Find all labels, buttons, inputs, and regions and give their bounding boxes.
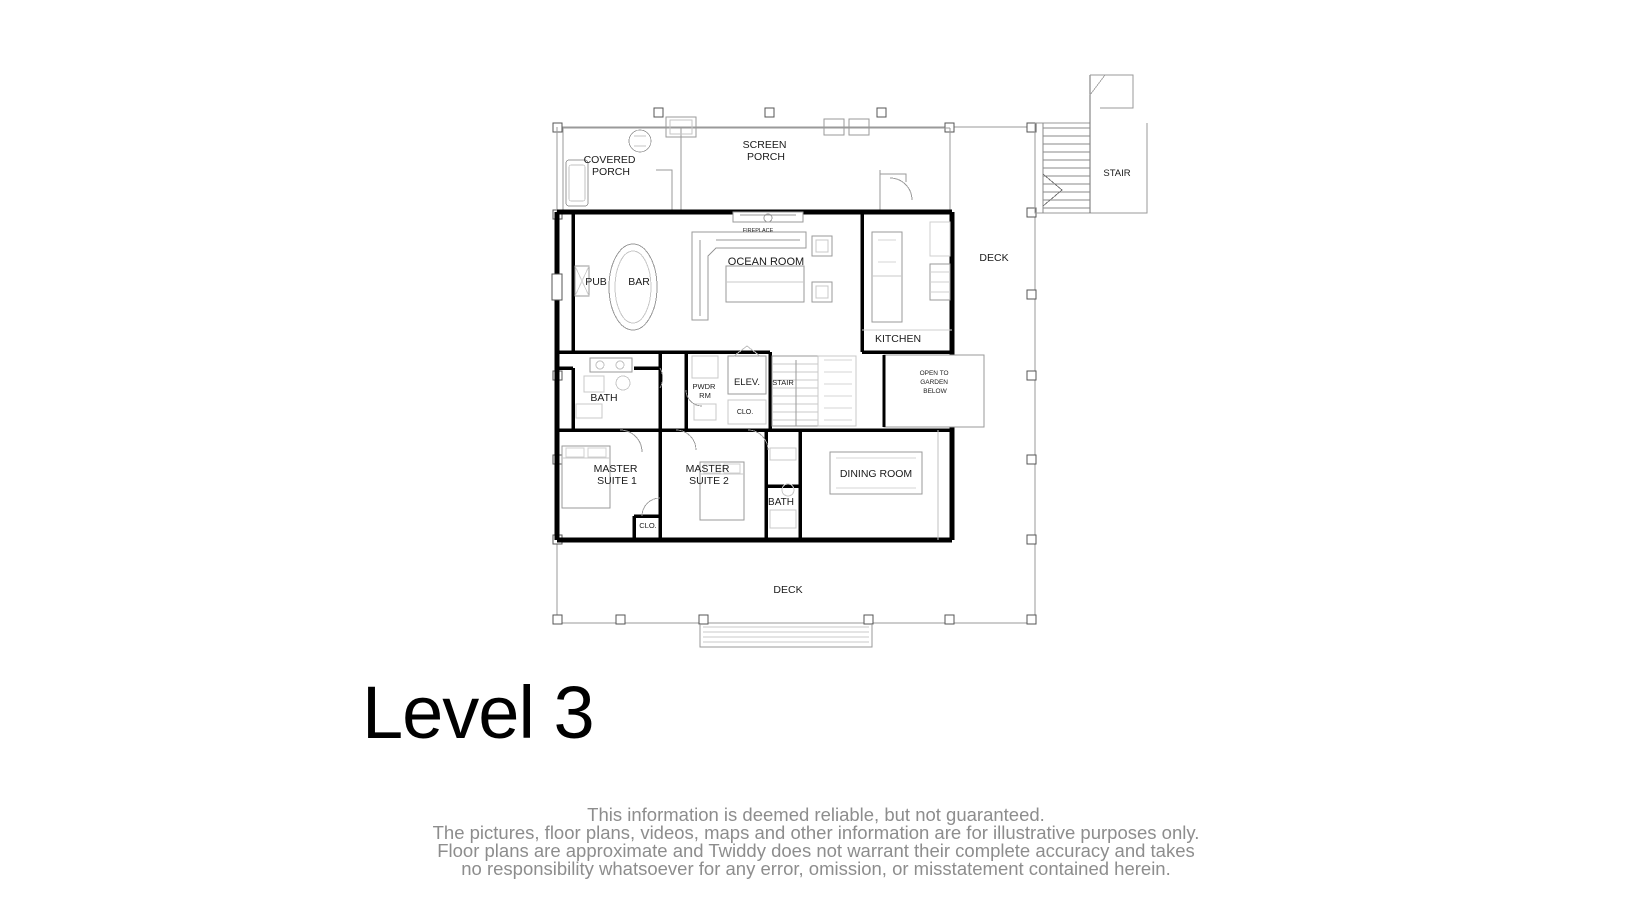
room-label-deck-right: DECK [979, 252, 1009, 264]
room-label-dining-room: DINING ROOM [839, 468, 913, 480]
disclaimer-line-1: This information is deemed reliable, but not guaranteed. [587, 804, 1045, 825]
room-label-ocean-room: OCEAN ROOM [727, 256, 805, 268]
disclaimer-line-4: no responsibility whatsoever for any error, omission, or misstatement contained herein. [461, 858, 1171, 879]
room-label-powder-room: PWDR RM [692, 382, 716, 400]
room-label-covered-porch: COVERED PORCH [583, 154, 636, 178]
room-label-screen-porch: SCREEN PORCH [742, 139, 787, 163]
room-label-stair-interior: STAIR [772, 378, 794, 387]
room-label-bath-left: BATH [590, 392, 618, 404]
room-label-bar: BAR [628, 276, 650, 288]
page-title: Level 3 [362, 671, 594, 754]
room-label-stair-exterior: STAIR [1103, 168, 1131, 179]
room-label-closet-center: CLO. [736, 409, 754, 416]
room-label-fireplace: FIREPLACE [742, 228, 774, 234]
room-label-open-to-garden-below: OPEN TO GARDEN BELOW [919, 370, 949, 395]
room-label-kitchen: KITCHEN [874, 333, 922, 345]
disclaimer-line-3: Floor plans are approximate and Twiddy does not warrant their complete accuracy and takes [437, 840, 1195, 861]
room-label-deck-bottom: DECK [773, 584, 803, 596]
disclaimer [0, 806, 1632, 878]
room-label-bath-bottom: BATH [768, 497, 794, 508]
room-label-pub: PUB [585, 276, 607, 288]
room-label-elevator: ELEV. [733, 377, 761, 388]
room-label-closet-master-1: CLO. [639, 521, 657, 530]
disclaimer-line-2: The pictures, floor plans, videos, maps and other information are for illustrative purposes only. [432, 822, 1200, 843]
room-label-master-suite-2: MASTER SUITE 2 [685, 463, 730, 487]
room-label-master-suite-1: MASTER SUITE 1 [593, 463, 638, 487]
floorplan-geometry [552, 75, 1147, 647]
